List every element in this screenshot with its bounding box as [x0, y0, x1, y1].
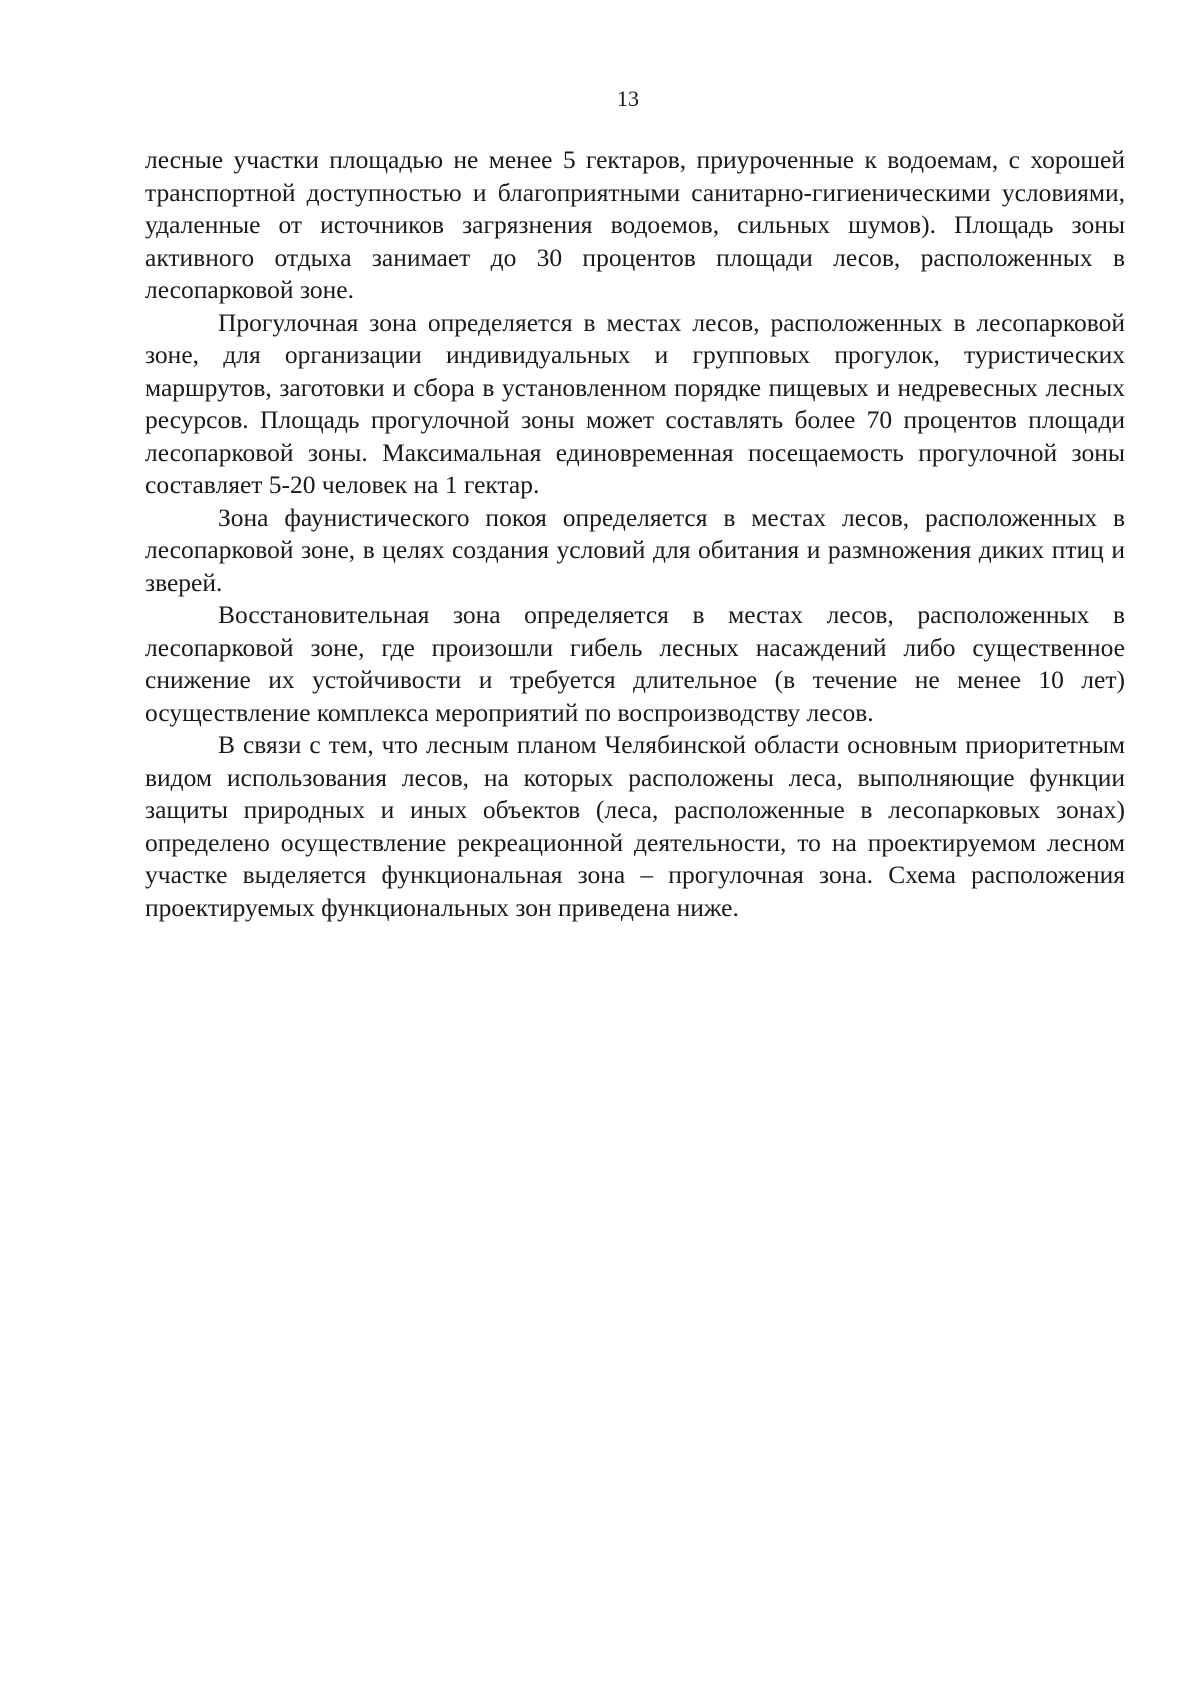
- paragraph-fauna-rest-zone: Зона фаунистического покоя определяется в местах лесов, расположенных в лесопарковой зоне, в целях создания условий для обитания и размножения диких птиц и зверей.: [145, 502, 1125, 597]
- paragraph-active-rest-zone: лесные участки площадью не менее 5 гектаров, приуроченные к водоемам, с хорошей транспортной доступностью и благоприятными санитарно-гигиеническими условиями, удаленные от источников загрязнения водоемов, сильных шумов). Площадь зоны активного отдыха занимает до 30 процентов площади лесов, расположенных в лесопарковой зоне.: [145, 145, 1125, 304]
- page-number: 13: [617, 86, 639, 111]
- paragraph-walking-zone: Прогулочная зона определяется в местах лесов, расположенных в лесопарковой зоне, для организации индивидуальных и групповых прогулок, туристических маршрутов, заготовки и сбора в установленном порядке пищевых и недревесных лесных ресурсов. Площадь прогулочной зоны может составлять более 70 процентов площади лесопарковой зоны. Максимальная единовременная посещаемость прогулочной зоны составляет 5-20 человек на 1 гектар.: [145, 307, 1125, 499]
- document-body: [145, 144, 1125, 924]
- paragraph-restoration-zone: Восстановительная зона определяется в местах лесов, расположенных в лесопарковой зоне, где произошли гибель лесных насаждений либо существенное снижение их устойчивости и требуется длительное (в течение не менее 10 лет) осуществление комплекса мероприятий по воспроизводству лесов.: [145, 600, 1125, 727]
- paragraph-conclusion: В связи с тем, что лесным планом Челябинской области основным приоритетным видом использования лесов, на которых расположены леса, выполняющие функции защиты природных и иных объектов (леса, расположенные в лесопарковых зонах) определено осуществление рекреационной деятельности, то на проектируемом лесном участке выделяется функциональная зона – прогулочная зона. Схема расположения проектируемых функциональных зон приведена ниже.: [145, 730, 1125, 922]
